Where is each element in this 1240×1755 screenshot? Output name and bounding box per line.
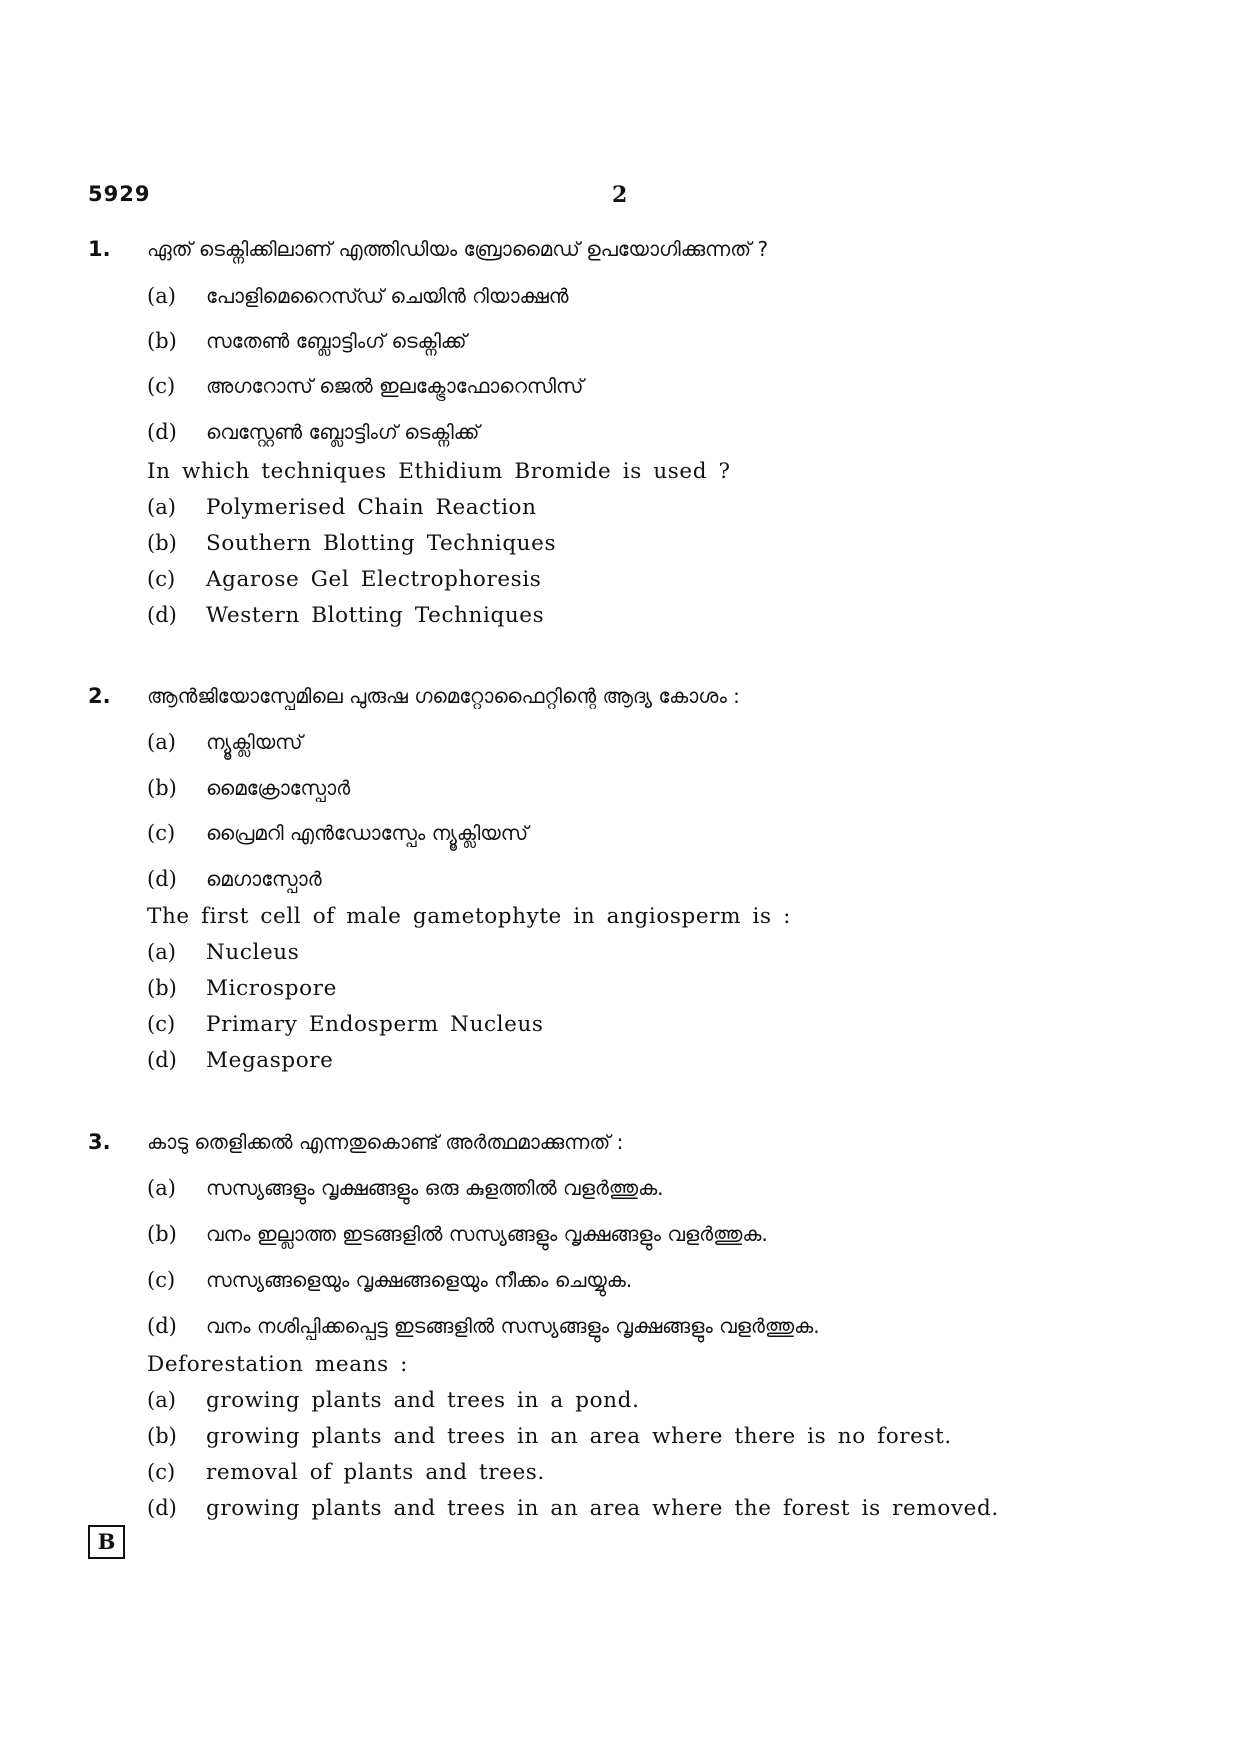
question-1-ml-option-b: സതേൺ ബ്ലോട്ടിംഗ് ടെക്നിക്ക് (206, 329, 467, 353)
booklet-code-box: B (88, 1525, 125, 1559)
question-2-malayalam-stem: ആൻജിയോസ്പേമിലെ പുരുഷ ഗമെറ്റോഫൈറ്റിന്റെ ആദ്യ കോശം : (147, 684, 740, 708)
question-2-ml-option-a: ന്യൂക്ലിയസ് (206, 730, 303, 754)
question-2-ml-option-b: മൈക്രോസ്പോർ (206, 776, 351, 800)
question-1-ml-option-a-label: (a) (147, 284, 176, 308)
question-1-en-option-c: Agarose Gel Electrophoresis (206, 567, 542, 592)
question-3-en-option-b-label: (b) (147, 1424, 177, 1448)
question-2-en-option-b-label: (b) (147, 976, 177, 1000)
question-1-en-option-a-label: (a) (147, 495, 176, 519)
question-3-number: 3. (88, 1130, 111, 1154)
question-2-number: 2. (88, 684, 111, 708)
question-3-ml-option-a-label: (a) (147, 1176, 176, 1200)
question-1-english-stem: In which techniques Ethidium Bromide is used ? (147, 459, 731, 484)
question-2-en-option-d-label: (d) (147, 1048, 177, 1072)
question-2-ml-option-a-label: (a) (147, 730, 176, 754)
question-2-english-stem: The first cell of male gametophyte in angiosperm is : (147, 904, 791, 929)
question-3-ml-option-c-label: (c) (147, 1268, 176, 1292)
question-1-ml-option-d-label: (d) (147, 420, 177, 444)
question-3-en-option-d: growing plants and trees in an area where the forest is removed. (206, 1496, 999, 1521)
question-1-ml-option-c: അഗറോസ് ജെൽ ഇലക്ട്രോഫോറെസിസ് (206, 374, 584, 398)
question-2-en-option-c-label: (c) (147, 1012, 176, 1036)
question-1-en-option-b-label: (b) (147, 531, 177, 555)
page-number: 2 (612, 182, 628, 208)
question-1-ml-option-c-label: (c) (147, 374, 176, 398)
question-3-en-option-b: growing plants and trees in an area where there is no forest. (206, 1424, 952, 1449)
question-1-number: 1. (88, 237, 111, 261)
question-3-en-option-c: removal of plants and trees. (206, 1460, 545, 1485)
paper-code: 5929 (88, 182, 151, 206)
question-3-ml-option-a: സസ്യങ്ങളും വൃക്ഷങ്ങളും ഒരു കുളത്തിൽ വളർത്തുക. (206, 1176, 664, 1200)
question-3-en-option-a: growing plants and trees in a pond. (206, 1388, 640, 1413)
question-3-ml-option-b-label: (b) (147, 1222, 177, 1246)
question-2-en-option-d: Megaspore (206, 1048, 334, 1073)
question-2-en-option-c: Primary Endosperm Nucleus (206, 1012, 544, 1037)
question-3-en-option-a-label: (a) (147, 1388, 176, 1412)
question-2-ml-option-d-label: (d) (147, 867, 177, 891)
question-2-ml-option-c-label: (c) (147, 821, 176, 845)
question-3-ml-option-c: സസ്യങ്ങളെയും വൃക്ഷങ്ങളെയും നീക്കം ചെയ്യുക. (206, 1268, 633, 1292)
question-1-malayalam-stem: ഏത് ടെക്നിക്കിലാണ് എത്തിഡിയം ബ്രോമൈഡ് ഉപയോഗിക്കുന്നത് ? (147, 237, 769, 261)
question-2-ml-option-b-label: (b) (147, 776, 177, 800)
question-1-en-option-d-label: (d) (147, 603, 177, 627)
question-1-ml-option-d: വെസ്റ്റേൺ ബ്ലോട്ടിംഗ് ടെക്നിക്ക് (206, 420, 480, 444)
question-2-en-option-a: Nucleus (206, 940, 300, 965)
question-2-en-option-b: Microspore (206, 976, 337, 1001)
question-3-malayalam-stem: കാടു തെളിക്കൽ എന്നതുകൊണ്ട് അർത്ഥമാക്കുന്നത് : (147, 1130, 624, 1154)
question-2-en-option-a-label: (a) (147, 940, 176, 964)
question-3-en-option-d-label: (d) (147, 1496, 177, 1520)
question-2-ml-option-d: മെഗാസ്പോർ (206, 867, 322, 891)
question-1-ml-option-a: പോളിമെറൈസ്ഡ് ചെയിൻ റിയാക്ഷൻ (206, 284, 569, 308)
question-1-en-option-d: Western Blotting Techniques (206, 603, 545, 628)
question-3-ml-option-d-label: (d) (147, 1314, 177, 1338)
question-1-en-option-b: Southern Blotting Techniques (206, 531, 557, 556)
question-3-english-stem: Deforestation means : (147, 1352, 408, 1377)
question-3-en-option-c-label: (c) (147, 1460, 176, 1484)
question-3-ml-option-b: വനം ഇല്ലാത്ത ഇടങ്ങളിൽ സസ്യങ്ങളും വൃക്ഷങ്ങളും വളർത്തുക. (206, 1222, 768, 1246)
question-1-ml-option-b-label: (b) (147, 329, 177, 353)
question-2-ml-option-c: പ്രൈമറി എൻഡോസ്പേം ന്യൂക്ലിയസ് (206, 821, 529, 845)
question-1-en-option-c-label: (c) (147, 567, 176, 591)
question-1-en-option-a: Polymerised Chain Reaction (206, 495, 537, 520)
question-3-ml-option-d: വനം നശിപ്പിക്കപ്പെട്ട ഇടങ്ങളിൽ സസ്യങ്ങളും വൃക്ഷങ്ങളും വളർത്തുക. (206, 1314, 820, 1338)
